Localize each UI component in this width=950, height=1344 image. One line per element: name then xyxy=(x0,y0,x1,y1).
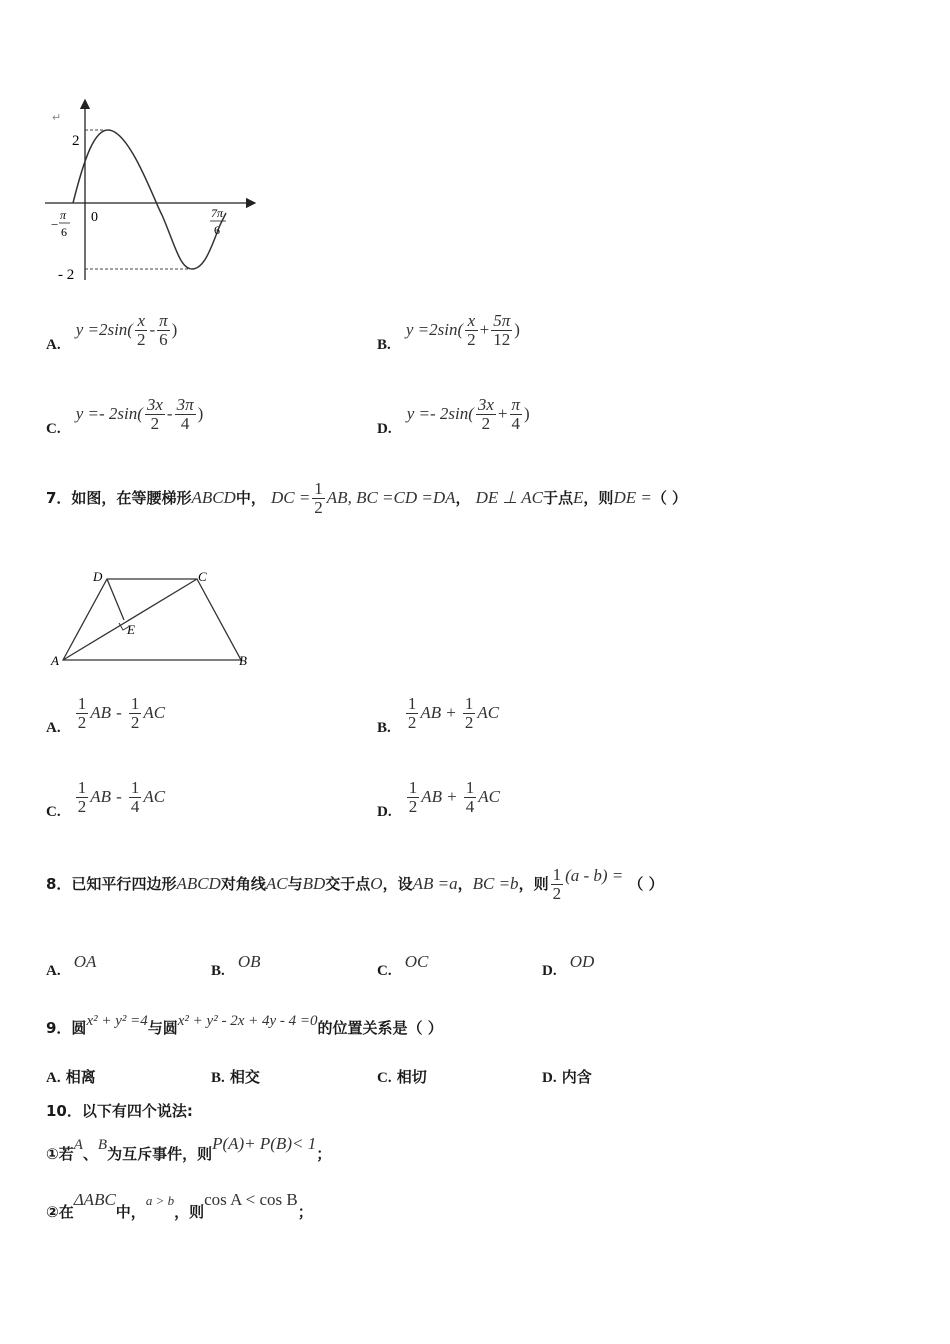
q7-ask: DE = xyxy=(613,487,652,507)
q7-cond-lhs: DC = xyxy=(270,487,311,507)
q9-option-c[interactable]: C. 相切 xyxy=(377,1068,427,1086)
x-left-sign: − xyxy=(51,217,59,232)
segment-de xyxy=(107,579,124,620)
q10-s1-expr: P(A)+ P(B)< 1 xyxy=(212,1134,317,1153)
option-expr-lhs: y =2sin( xyxy=(405,319,464,339)
trapezoid xyxy=(63,579,241,660)
vertex-b: B xyxy=(239,653,247,668)
q7-option-d[interactable]: D. $\frac{1}{2}$ AB + $\frac{1}{4}$ AC xyxy=(377,778,500,820)
x-left-den: 6 xyxy=(61,225,67,239)
q7-question: 7．如图，在等腰梯形ABCD中， DC = $\frac{1}{2}$ AB, BC =CD =DA， DE ⊥ AC于点E，则DE =（ ） xyxy=(46,479,688,517)
option-letter: D. xyxy=(377,420,392,437)
q9-eq1: x² + y² =4 xyxy=(86,1013,148,1029)
x-right-den: 6 xyxy=(214,223,220,237)
point-e: E xyxy=(127,622,135,637)
vertex-a: A xyxy=(51,653,59,668)
origin-label: 0 xyxy=(91,210,98,225)
q8-question: 8．已知平行四边形ABCD对角线AC与BD交于点O，设AB =a，BC =b，则 $\frac{1}{2}$ (a - b) = （ ） xyxy=(46,865,664,903)
y-max-label: 2 xyxy=(72,133,80,149)
q10-statement-1: ①若A、B为互斥事件，则P(A)+ P(B)< 1； xyxy=(46,1134,332,1163)
q7-option-c[interactable]: C. $\frac{1}{2}$ AB - $\frac{1}{4}$ AC xyxy=(46,778,166,820)
vertex-d: D xyxy=(93,569,103,584)
q6-option-a[interactable]: A. y =2sin( $\frac{x}{2}$ - $\frac{\pi}{6}$ ) xyxy=(46,311,178,353)
q6-option-b[interactable]: B. y =2sin( $\frac{x}{2}$ + $\frac{5\pi}{12}$ ) xyxy=(377,311,520,353)
x-right-num: 7π xyxy=(211,206,224,220)
sine-curve xyxy=(73,130,226,269)
sine-graph-figure xyxy=(40,95,270,285)
q7-perp: DE ⊥ AC xyxy=(475,487,544,507)
q10-intro: 10．以下有四个说法: xyxy=(46,1102,193,1120)
q8-expr-body: (a - b) = xyxy=(565,866,624,885)
q10-s2-expr: cos A < cos B xyxy=(204,1190,298,1209)
option-expr-lhs: y =- 2sin( xyxy=(75,403,143,423)
return-mark: ↵ xyxy=(52,112,62,124)
q8-option-c[interactable]: C. OC xyxy=(377,952,429,979)
q9-option-b[interactable]: B. 相交 xyxy=(211,1068,260,1086)
q8-bc-eq: BC =b xyxy=(472,874,519,893)
x-left-num: π xyxy=(60,208,67,222)
q8-option-d[interactable]: D. OD xyxy=(542,952,595,979)
q8-ab-eq: AB =a xyxy=(412,874,458,893)
q6-option-d[interactable]: D. y =- 2sin( $\frac{3x}{2}$ + $\frac{\pi}{4}$ ) xyxy=(377,395,530,437)
option-letter: C. xyxy=(46,420,61,437)
option-letter: B. xyxy=(377,336,391,353)
q10-statement-2: ②在ΔABC中，a > b，则cos A < cos B； xyxy=(46,1190,313,1221)
q7-option-a[interactable]: A. $\frac{1}{2}$ AB - $\frac{1}{2}$ AC xyxy=(46,694,166,736)
q7-prefix: 7．如图，在等腰梯形 xyxy=(46,488,192,507)
q8-option-b[interactable]: B. OB xyxy=(211,952,261,979)
option-expr-lhs: y =- 2sin( xyxy=(406,403,474,423)
q7-option-b[interactable]: B. $\frac{1}{2}$ AB + $\frac{1}{2}$ AC xyxy=(377,694,500,736)
q9-question: 9．圆x² + y² =4与圆x² + y² - 2x + 4y - 4 =0的位置关系是（ ） xyxy=(46,1013,443,1037)
q9-option-a[interactable]: A. 相离 xyxy=(46,1068,96,1086)
option-letter: A. xyxy=(46,336,61,353)
diagonal-ac xyxy=(63,579,197,660)
q8-option-a[interactable]: A. OA xyxy=(46,952,97,979)
q7-shape: ABCD xyxy=(191,487,236,507)
trapezoid-figure xyxy=(45,565,260,675)
vertex-c: C xyxy=(198,569,207,584)
option-expr-lhs: y =2sin( xyxy=(75,319,133,339)
q9-eq2: x² + y² - 2x + 4y - 4 =0 xyxy=(177,1013,318,1029)
y-min-label: - 2 xyxy=(58,267,75,283)
q9-option-d[interactable]: D. 内含 xyxy=(542,1068,592,1086)
q6-option-c[interactable]: C. y =- 2sin( $\frac{3x}{2}$ - $\frac{3\pi}{4}$ ) xyxy=(46,395,204,437)
